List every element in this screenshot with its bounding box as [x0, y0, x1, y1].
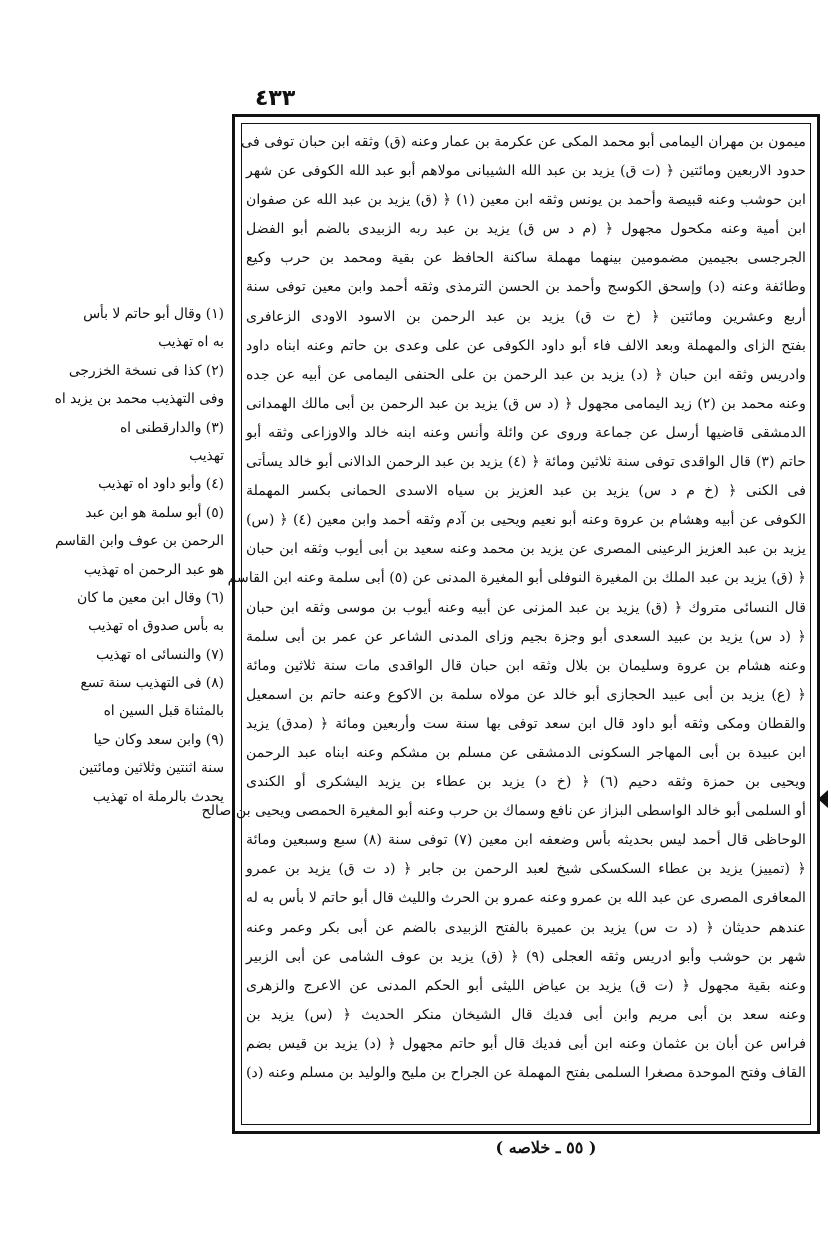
text-line: وعنه بقية مجهول ﴿ (ت ق) يزيد بن عياض الليثى أبو الحكم المدنى عن الاعرج والزهرى: [246, 977, 806, 994]
text-line: ﴿ (د س) يزيد بن عبيد السعدى أبو وجزة بجيم وزاى المدنى الشاعر عن عمر بن أبى سلمة: [246, 628, 806, 645]
text-line: أربع وعشرين ومائتين ﴿ (خ ت ق) يزيد بن عبد الرحمن بن الاسود الاودى الزعافرى: [246, 308, 806, 325]
text-line: ميمون بن مهران اليمامى أبو محمد المكى عن عكرمة بن عمار وعنه (ق) وثقه ابن حبان توفى فى: [241, 134, 806, 150]
text-line: الكوفى عن أبيه وهشام بن عروة وعنه أبو نعيم ويحيى بن آدم وثقه أحمد وابن معين (٤) ﴿ (س): [246, 512, 806, 529]
text-line: ويحيى بن حمزة وثقه دحيم (٦) ﴿ (خ د) يزيد بن عطاء بن يزيد اليشكرى أو الكندى: [246, 774, 806, 791]
margin-note-line: سنة اثنتين وثلاثين ومائتين: [78, 760, 224, 777]
text-line: حاتم (٣) قال الواقدى توفى سنة ثلاثين ومائة ﴿ (٤) يزيد بن عبد الرحمن الدالانى أبو خالد يسأتى: [246, 454, 806, 471]
margin-note-line: الرحمن بن عوف وابن القاسم: [54, 533, 224, 550]
text-line: المعافرى المصرى عن عبد الله بن عمرو وعنه عمرو بن الحرث والليث قال أبو حاتم لا بأس به له: [246, 890, 806, 907]
margin-note-line: بالمثناة قبل السين اه: [103, 703, 224, 720]
margin-note-line: (٥) أبو سلمة هو ابن عبد: [85, 504, 224, 521]
text-line: ابن حوشب وعنه قبيصة وأحمد بن يونس وثقه ابن معين (١) ﴿ (ق) يزيد بن عبد الله عن صفوان: [246, 192, 806, 209]
margin-note-line: تهذيب: [189, 447, 224, 464]
text-line: ﴿ (تمييز) يزيد بن عطاء السكسكى شيخ لعبد الرحمن بن جابر ﴿ (د ت ق) يزيد بن عمرو: [246, 861, 806, 878]
text-line: حدود الاربعين ومائتين ﴿ (ت ق) يزيد بن عبد الله الشيبانى مولاهم أبو عبد الله الكوفى عن شهر: [246, 163, 806, 180]
text-line: شهر بن حوشب وأبو ادريس وثقه العجلى (٩) ﴿ (ق) يزيد بن عوف الشامى عن أبى الزبير: [246, 948, 806, 965]
margin-note-line: (٦) وقال ابن معين ما كان: [77, 589, 224, 606]
text-line: بفتح الزاى والمهملة وبعد الالف فاء أبو داود الكوفى عن على وعدى بن حاتم وعنه ابناه داود: [246, 337, 806, 354]
text-line: وادريس وثقه ابن حبان ﴿ (د) يزيد بن عبد الرحمن بن على الحنفى اليمامى عن أبيه عن جده: [246, 366, 806, 383]
text-line: ﴿ (ع) يزيد بن أبى عبيد الحجازى أبو خالد عن مولاه سلمة بن الاكوع وعنه حاتم بن اسمعيل: [246, 686, 806, 703]
signature-label: ( ٥٥ ـ خلاصه ): [495, 1138, 597, 1157]
margin-note-line: (٤) وأبو داود اه تهذيب: [98, 476, 224, 493]
margin-note-line: (٨) فى التهذيب سنة تسع: [80, 675, 224, 692]
edge-arrow-marker: [818, 790, 828, 808]
margin-note-line: به اه تهذيب: [158, 334, 224, 351]
margin-note-line: هو عبد الرحمن اه تهذيب: [83, 561, 224, 578]
text-line: ﴿ (ق) يزيد بن عبد الملك بن المغيرة النوفلى أبو المغيرة المدنى عن (٥) أبى سلمة وعنه ابن القاسم: [227, 570, 806, 587]
text-line: الوحاظى قال أحمد ليس بحديثه بأس وضعفه ابن معين (٧) توفى سنة (٨) سبع وسبعين ومائة: [246, 832, 806, 849]
text-line: الجرجسى بجيمين مضمومين بينهما مهملة ساكنة الحافظ عن بقية ومحمد بن حرب وكيع: [246, 250, 806, 267]
text-line: ابن أمية وعنه مكحول مجهول ﴿ (م د س ق) يزيد بن عبد ربه الزبيدى بالضم أبو الفضل: [246, 221, 806, 238]
text-line: يزيد بن عبد العزيز الرعينى المصرى عن يزيد بن محمد وعنه سعيد بن أبى أيوب وثقه ابن حبان: [246, 541, 806, 558]
margin-note-line: (٣) والدارقطنى اه: [119, 419, 224, 436]
text-line: عندهم حديثان ﴿ (د ت س) يزيد بن عميرة بالفتح الزبيدى بالضم عن أبى بكر وعمر وعنه: [246, 919, 806, 936]
margin-note-line: (٩) وابن سعد وكان حيا: [93, 731, 224, 748]
margin-note-line: به بأس صدوق اه تهذيب: [88, 618, 224, 635]
text-line: ابن عبيدة بن أبى المهاجر السكونى الدمشقى عن مسلم بن مشكم وعنه ابناه عبد الرحمن: [246, 744, 806, 761]
margin-note-line: (٧) والنسائى اه تهذيب: [96, 646, 224, 663]
text-line: أو السلمى أبو خالد الواسطى البزاز عن نافع وسماك بن حرب وعنه أبو المغيرة الحمصى ويحيى بن صالح: [201, 803, 806, 820]
margin-note-line: يحدث بالرملة اه تهذيب: [92, 788, 224, 805]
text-line: وعنه محمد بن (٢) زيد اليمامى مجهول ﴿ (د س ق) يزيد بن عبد الرحمن بن أبى مالك الهمدانى: [246, 395, 806, 412]
text-line: فى الكنى ﴿ (خ م د س) يزيد بن عبد العزيز بن سياه الاسدى الحمانى بكسر المهملة: [246, 483, 806, 500]
text-line: والقطان ومكى وثقه أبو داود قال ابن سعد توفى بها سنة ست وأربعين ومائة ﴿ (مدق) يزيد: [246, 715, 806, 732]
page-number: ٤٣٣: [255, 86, 296, 111]
text-line: [246, 1088, 806, 1117]
text-line: قال النسائى متروك ﴿ (ق) يزيد بن عبد المزنى عن أبيه وعنه أيوب بن موسى وثقه ابن حبان: [246, 599, 806, 616]
text-line: الدمشقى قاضيها أرسل عن جماعة وروى عن وائلة وأنس وعنه ابنه خالد والاوزاعى وثقه أبو: [246, 424, 806, 441]
text-line: وعنه سعد بن أبى مريم وابن أبى فديك قال الشيخان منكر الحديث ﴿ (س) يزيد بن: [246, 1006, 806, 1023]
text-line: فراس عن أبان بن عثمان وعنه ابن أبى فديك قال أبو حاتم مجهول ﴿ (د) يزيد بن قيس بضم: [246, 1035, 806, 1052]
margin-note-line: (١) وقال أبو حاتم لا بأس: [83, 306, 224, 322]
text-line: وعنه هشام بن عروة وسليمان بن بلال وثقه ابن حبان قال الواقدى مات سنة ثلاثين ومائة: [246, 657, 806, 674]
text-line: وطائفة وعنه (د) وإسحق الكوسج وأحمد بن الحسن الترمذى وثقه أحمد وابن معين توفى سنة: [246, 279, 806, 296]
text-line: القاف وفتح الموحدة مصغرا السلمى بفتح المهملة عن الجراح بن مليح والوليد بن مسلم وعنه (د): [246, 1065, 806, 1081]
margin-note-line: (٢) كذا فى نسخة الخزرجى: [68, 362, 224, 379]
margin-notes: [54, 300, 224, 811]
margin-note-line: وفى التهذيب محمد بن يزيد اه: [54, 391, 224, 408]
